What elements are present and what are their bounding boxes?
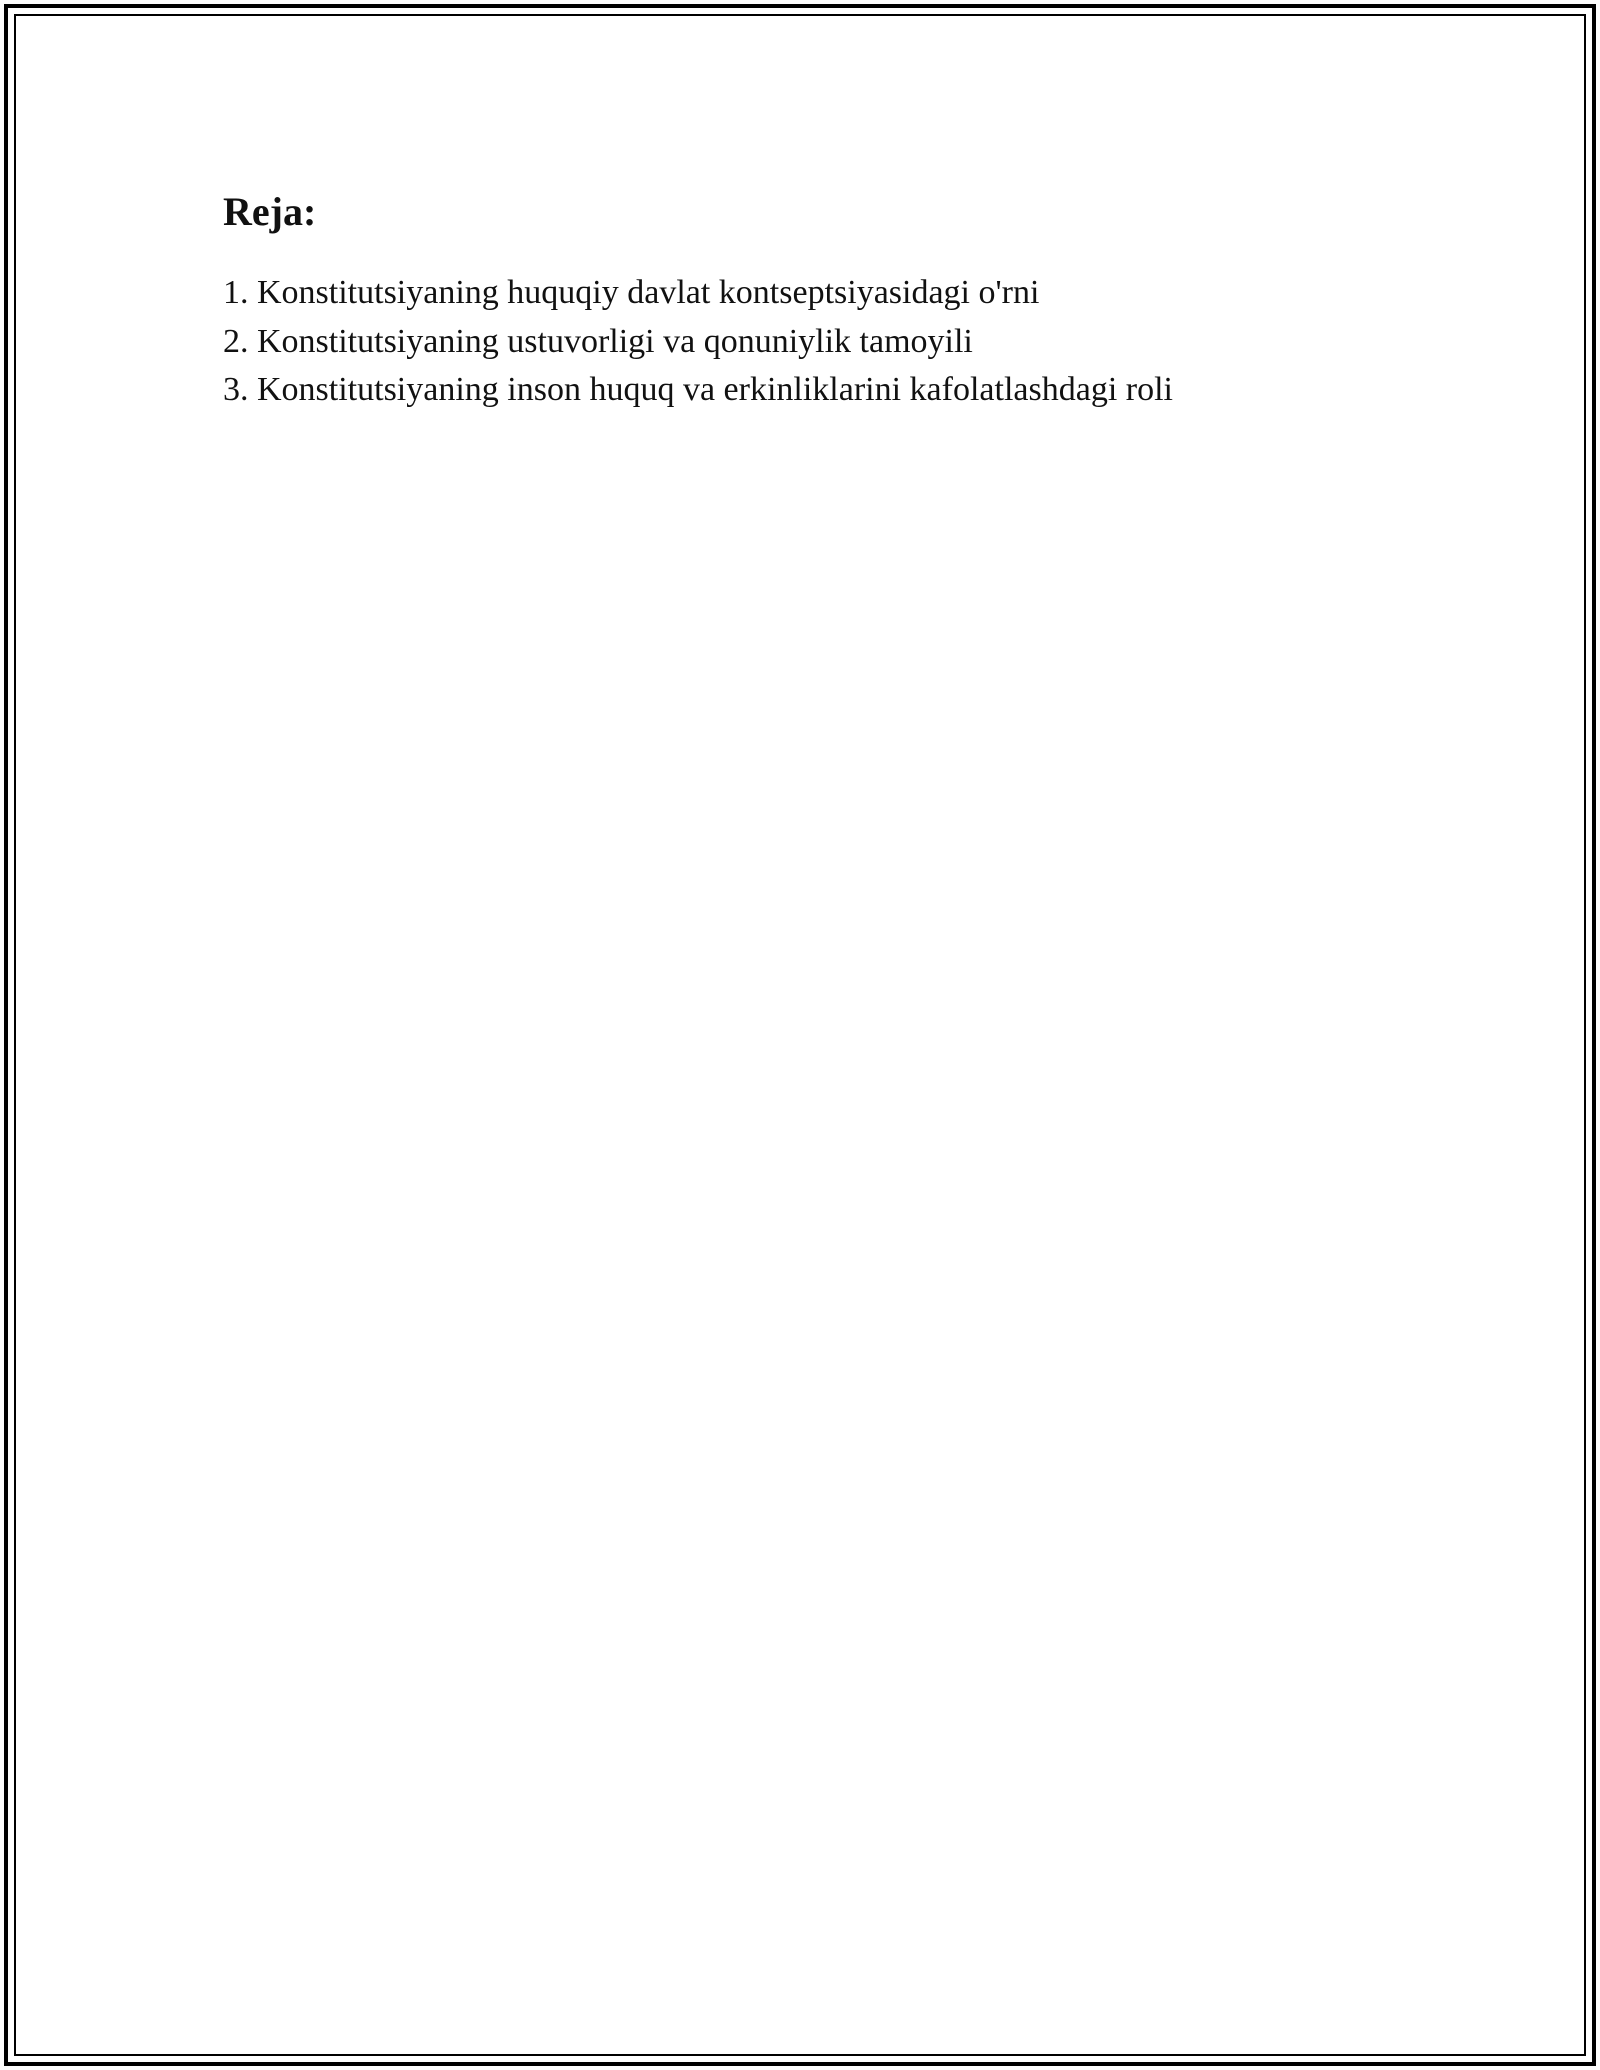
plan-item-number: 3. <box>223 371 249 408</box>
plan-item-text: Konstitutsiyaning ustuvorligi va qonuniylik tamoyili <box>257 322 973 360</box>
plan-item-text: Konstitutsiyaning inson huquq va erkinliklarini kafolatlashdagi roli <box>257 371 1173 408</box>
plan-item-number: 2. <box>223 322 249 360</box>
plan-item-3 <box>223 366 1323 415</box>
plan-item-number: 1. <box>223 274 249 311</box>
plan-item-2 <box>223 318 1323 367</box>
plan-item-text: Konstitutsiyaning huquqiy davlat kontseptsiyasidagi o'rni <box>257 274 1040 311</box>
plan-item-1 <box>223 269 1323 318</box>
plan-list <box>223 269 1323 415</box>
page-content <box>223 185 1323 415</box>
plan-title: Reja: <box>223 189 317 234</box>
